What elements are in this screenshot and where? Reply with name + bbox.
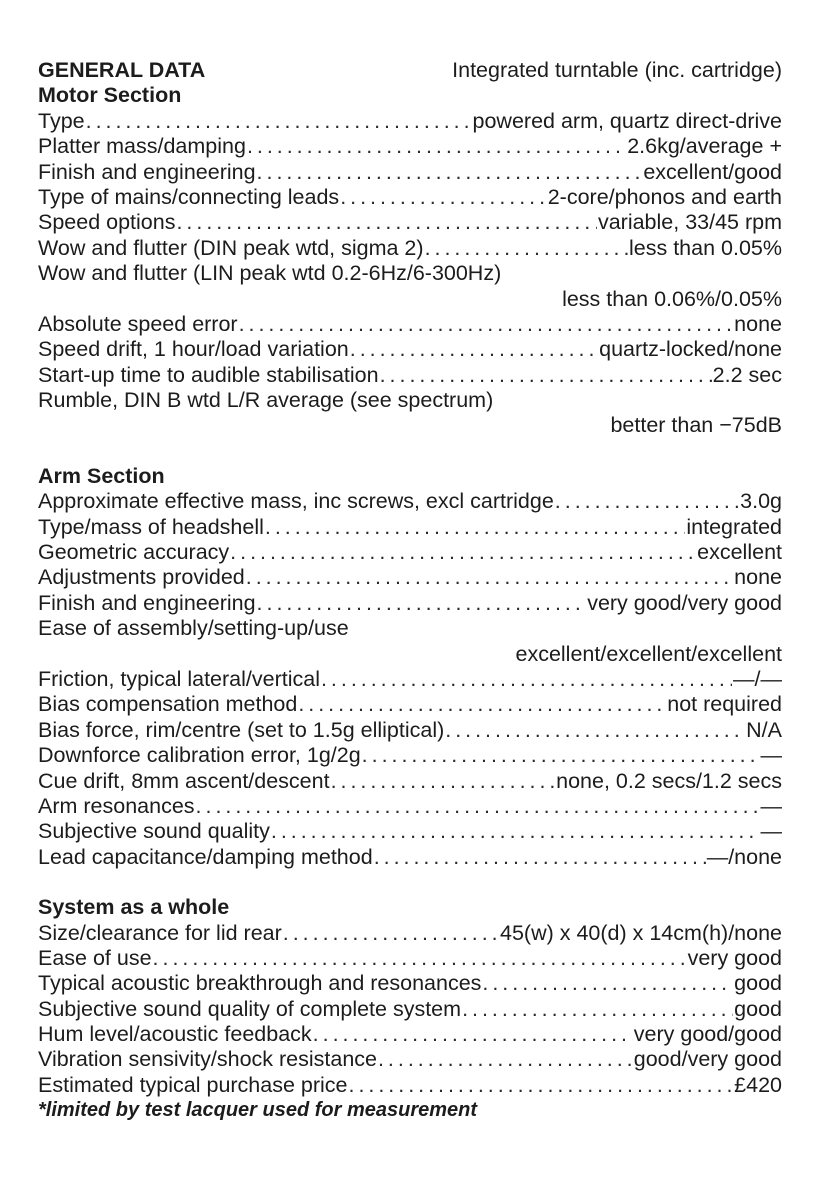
leader-dots [462, 997, 733, 1022]
wow-lin-value-text: less than 0.06%/0.05% [562, 286, 782, 311]
spec-value: variable, 33/45 rpm [597, 210, 782, 235]
spec-value: 2-core/phonos and earth [547, 184, 782, 209]
spec-label: Adjustments provided [38, 565, 245, 590]
spec-row [38, 363, 782, 388]
spec-row [38, 921, 782, 946]
spec-label: Ease of use [38, 945, 152, 970]
spec-row [38, 1073, 782, 1098]
spec-value: good/very good [633, 1047, 782, 1072]
leader-dots [176, 210, 596, 235]
arm-heading: Arm Section [38, 463, 165, 488]
spec-row [38, 1047, 782, 1072]
rumble-value-text: better than −75dB [610, 413, 782, 438]
spec-label: Platter mass/damping [38, 134, 246, 159]
leader-dots [380, 363, 712, 388]
spec-label: Typical acoustic breakthrough and resonances [38, 971, 482, 996]
spec-row [38, 997, 782, 1022]
spec-label: Type of mains/connecting leads [38, 184, 340, 209]
spec-label: Cue drift, 8mm ascent/descent [38, 768, 330, 793]
leader-dots [247, 134, 626, 159]
spec-value: £420 [734, 1072, 782, 1097]
spec-row [38, 489, 782, 514]
rumble-label: Rumble, DIN B wtd L/R average (see spectrum) [38, 388, 494, 413]
spec-row [38, 109, 782, 134]
spec-label: Approximate effective mass, inc screws, excl cartridge [38, 489, 554, 514]
system-rows [38, 921, 782, 1099]
spec-label: Subjective sound quality of complete system [38, 996, 462, 1021]
spec-row [38, 845, 782, 870]
leader-dots [331, 769, 556, 794]
spec-row [38, 692, 782, 717]
leader-dots [350, 337, 598, 362]
spec-label: Arm resonances [38, 793, 195, 818]
leader-dots [555, 489, 739, 514]
wow-lin-value [38, 287, 782, 312]
leader-dots [257, 160, 643, 185]
spec-row [38, 971, 782, 996]
spec-value: — [760, 819, 782, 844]
spec-label: Type [38, 108, 85, 133]
leader-dots [445, 718, 745, 743]
motor-rows [38, 109, 782, 261]
rumble-value [38, 413, 782, 438]
spec-row [38, 591, 782, 616]
spec-value: integrated [686, 514, 782, 539]
leader-dots [257, 591, 587, 616]
leader-dots [362, 743, 760, 768]
motor-rows-2 [38, 312, 782, 388]
spec-value: excellent/good [643, 159, 782, 184]
section-gap [38, 870, 782, 895]
spec-value: —/none [706, 844, 782, 869]
spec-row [38, 667, 782, 692]
spec-row [38, 743, 782, 768]
leader-dots [482, 971, 733, 996]
general-subtitle: Integrated turntable (inc. cartridge) [452, 58, 782, 82]
leader-dots [313, 1022, 633, 1047]
spec-row [38, 794, 782, 819]
spec-label: Bias force, rim/centre (set to 1.5g elliptical) [38, 717, 445, 742]
motor-heading: Motor Section [38, 83, 182, 108]
arm-rows [38, 489, 782, 616]
spec-label: Bias compensation method [38, 692, 298, 717]
spec-value: 3.0g [740, 489, 782, 514]
spec-row [38, 819, 782, 844]
spec-value: less than 0.05% [629, 235, 782, 260]
wow-lin-label: Wow and flutter (LIN peak wtd 0.2-6Hz/6-300Hz) [38, 261, 502, 286]
leader-dots [230, 540, 696, 565]
spec-row [38, 1022, 782, 1047]
spec-value: 2.6kg/average + [627, 134, 782, 159]
spec-label: Subjective sound quality [38, 819, 270, 844]
spec-label: Friction, typical lateral/vertical [38, 666, 320, 691]
spec-value: good [734, 996, 782, 1021]
spec-label: Start-up time to audible stabilisation [38, 362, 379, 387]
spec-label: Hum level/acoustic feedback [38, 1022, 312, 1047]
spec-value: powered arm, quartz direct-drive [472, 108, 782, 133]
spec-value: quartz-locked/none [599, 337, 782, 362]
spec-value: none [734, 565, 782, 590]
spec-label: Finish and engineering [38, 590, 256, 615]
spec-label: Absolute speed error [38, 311, 238, 336]
spec-value: —/— [733, 666, 782, 691]
spec-label: Geometric accuracy [38, 540, 230, 565]
spec-value: very good/very good [587, 590, 782, 615]
spec-value: excellent [697, 540, 782, 565]
general-heading: GENERAL DATA [38, 58, 206, 82]
leader-dots [425, 236, 628, 261]
spec-row [38, 540, 782, 565]
leader-dots [378, 1047, 633, 1072]
spec-row [38, 312, 782, 337]
arm-rows-2 [38, 667, 782, 870]
spec-label: Lead capacitance/damping method [38, 844, 373, 869]
leader-dots [374, 845, 706, 870]
spec-row [38, 236, 782, 261]
spec-label: Estimated typical purchase price [38, 1072, 348, 1097]
ease-label: Ease of assembly/setting-up/use [38, 616, 349, 641]
spec-row [38, 565, 782, 590]
spec-value: none, 0.2 secs/1.2 secs [556, 768, 782, 793]
leader-dots [298, 692, 666, 717]
leader-dots [340, 185, 547, 210]
spec-row [38, 337, 782, 362]
spec-value: N/A [746, 717, 782, 742]
leader-dots [196, 794, 760, 819]
leader-dots [321, 667, 732, 692]
ease-value-text: excellent/excellent/excellent [515, 641, 782, 666]
spec-value: — [760, 793, 782, 818]
leader-dots [239, 312, 734, 337]
general-header [38, 58, 782, 83]
spec-label: Finish and engineering [38, 159, 256, 184]
leader-dots [271, 819, 760, 844]
footnote: *limited by test lacquer used for measurement [38, 1099, 478, 1122]
leader-dots [153, 946, 687, 971]
spec-row [38, 515, 782, 540]
spec-label: Downforce calibration error, 1g/2g [38, 743, 361, 768]
spec-sheet [38, 58, 782, 1123]
section-gap [38, 439, 782, 464]
spec-value: none [734, 311, 782, 336]
leader-dots [86, 109, 472, 134]
spec-label: Speed options [38, 210, 176, 235]
spec-row [38, 160, 782, 185]
spec-row [38, 134, 782, 159]
spec-row [38, 210, 782, 235]
leader-dots [265, 515, 685, 540]
spec-label: Type/mass of headshell [38, 514, 264, 539]
spec-label: Wow and flutter (DIN peak wtd, sigma 2) [38, 235, 424, 260]
spec-value: not required [667, 692, 782, 717]
leader-dots [246, 565, 733, 590]
spec-row [38, 769, 782, 794]
leader-dots [349, 1073, 734, 1098]
spec-label: Speed drift, 1 hour/load variation [38, 337, 349, 362]
leader-dots [283, 921, 499, 946]
spec-value: good [734, 971, 782, 996]
spec-label: Size/clearance for lid rear [38, 920, 282, 945]
spec-value: 2.2 sec [712, 362, 782, 387]
spec-row [38, 718, 782, 743]
spec-label: Vibration sensivity/shock resistance [38, 1047, 377, 1072]
spec-value: 45(w) x 40(d) x 14cm(h)/none [500, 920, 782, 945]
ease-value [38, 642, 782, 667]
spec-value: very good/good [633, 1022, 782, 1047]
spec-row [38, 185, 782, 210]
spec-row [38, 946, 782, 971]
spec-value: very good [687, 945, 782, 970]
spec-value: — [760, 743, 782, 768]
system-heading: System as a whole [38, 895, 230, 920]
